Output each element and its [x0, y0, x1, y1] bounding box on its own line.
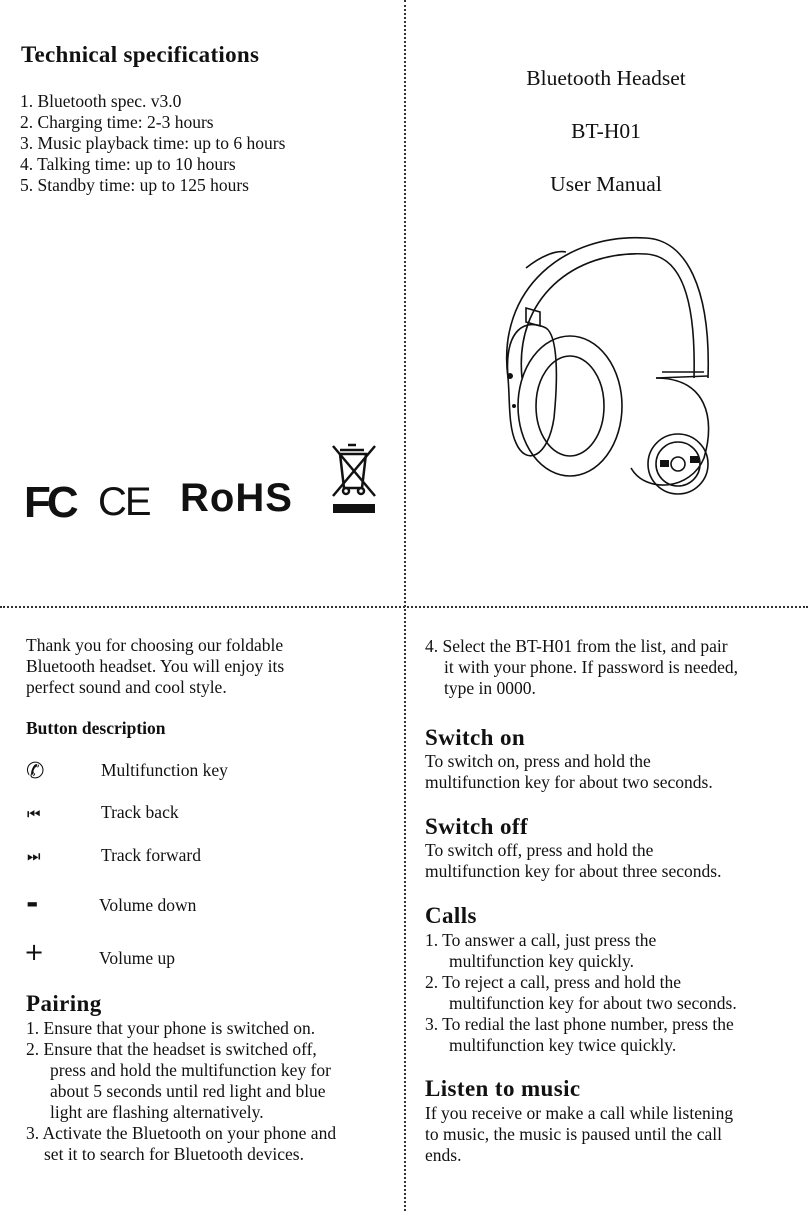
text-line: To switch off, press and hold the — [425, 840, 654, 860]
headphone-illustration — [486, 228, 726, 498]
button-description-title: Button description — [26, 718, 166, 738]
spec-item: 1. Bluetooth spec. v3.0 — [20, 91, 182, 111]
ce-logo: CE — [98, 480, 150, 524]
switch-on-title: Switch on — [425, 725, 526, 750]
calls-text — [425, 930, 737, 1056]
cover-model: BT-H01 — [571, 119, 641, 143]
pairing-step-cont: type in 0000. — [444, 678, 536, 698]
listen-music-text — [425, 1103, 733, 1166]
pairing-title: Pairing — [26, 991, 102, 1016]
horizontal-fold-line — [0, 606, 808, 608]
pairing-step: 2. Ensure that the headset is switched off, — [26, 1039, 317, 1059]
text-line: 3. To redial the last phone number, press the — [425, 1014, 734, 1034]
text-line: to music, the music is paused until the call — [425, 1124, 722, 1144]
text-line: multifunction key twice quickly. — [449, 1035, 677, 1055]
intro-line: perfect sound and cool style. — [26, 677, 227, 697]
text-line: 1. To answer a call, just press the — [425, 930, 657, 950]
pairing-step: 4. Select the BT-H01 from the list, and pair — [425, 636, 728, 656]
button-row-volume-down — [26, 886, 38, 921]
spec-item: 5. Standby time: up to 125 hours — [20, 175, 249, 195]
text-line: multifunction key for about two seconds. — [425, 772, 713, 792]
pairing-step-cont: light are flashing alternatively. — [50, 1102, 264, 1122]
text-line: multifunction key for about three seconds. — [425, 861, 722, 881]
text-line: multifunction key for about two seconds. — [449, 993, 737, 1013]
text-line: If you receive or make a call while listening — [425, 1103, 734, 1123]
spec-item: 2. Charging time: 2-3 hours — [20, 112, 214, 132]
specs-list — [20, 91, 285, 196]
switch-on-text — [425, 751, 713, 793]
pairing-step-4 — [425, 636, 738, 699]
pairing-step-cont: about 5 seconds until red light and blue — [50, 1081, 326, 1101]
text-line: ends. — [425, 1145, 462, 1165]
minus-icon: - — [26, 886, 39, 921]
pairing-steps — [26, 1018, 336, 1165]
cover-doc-title: User Manual — [550, 172, 662, 196]
track-back-icon: ⏮ — [27, 805, 41, 823]
weee-bin-icon — [330, 442, 380, 516]
button-label: Track back — [101, 802, 179, 822]
listen-music-title: Listen to music — [425, 1076, 581, 1101]
switch-off-title: Switch off — [425, 814, 529, 839]
intro-line: Thank you for choosing our foldable — [26, 635, 284, 655]
fc-logo: FC — [24, 478, 75, 527]
button-row-track-back — [27, 805, 41, 824]
calls-title: Calls — [425, 903, 477, 928]
button-label: Multifunction key — [101, 760, 228, 780]
switch-off-text — [425, 840, 721, 882]
plus-icon: + — [24, 938, 45, 966]
button-row-multifunction — [26, 759, 44, 784]
button-row-volume-up — [24, 938, 44, 966]
pairing-step-cont: it with your phone. If password is needed, — [444, 657, 739, 677]
text-line: multifunction key quickly. — [449, 951, 635, 971]
rohs-logo: RoHS — [180, 476, 293, 520]
pairing-step: 3. Activate the Bluetooth on your phone and — [26, 1123, 337, 1143]
button-label: Volume up — [99, 948, 175, 968]
button-label: Track forward — [101, 845, 201, 865]
button-row-track-forward — [27, 847, 41, 866]
cover-product-name: Bluetooth Headset — [526, 66, 686, 90]
track-forward-icon: ⏭ — [27, 847, 41, 865]
phone-icon: ✆ — [26, 759, 45, 784]
pairing-step: 1. Ensure that your phone is switched on. — [26, 1018, 316, 1038]
intro-line: Bluetooth headset. You will enjoy its — [26, 656, 285, 676]
spec-item: 3. Music playback time: up to 6 hours — [20, 133, 286, 153]
spec-item: 4. Talking time: up to 10 hours — [20, 154, 236, 174]
pairing-step-cont: press and hold the multifunction key for — [50, 1060, 331, 1080]
specs-title: Technical specifications — [21, 42, 260, 67]
text-line: 2. To reject a call, press and hold the — [425, 972, 682, 992]
button-label: Volume down — [99, 895, 197, 915]
pairing-step-cont: set it to search for Bluetooth devices. — [44, 1144, 304, 1164]
text-line: To switch on, press and hold the — [425, 751, 651, 771]
intro-paragraph — [26, 635, 284, 698]
